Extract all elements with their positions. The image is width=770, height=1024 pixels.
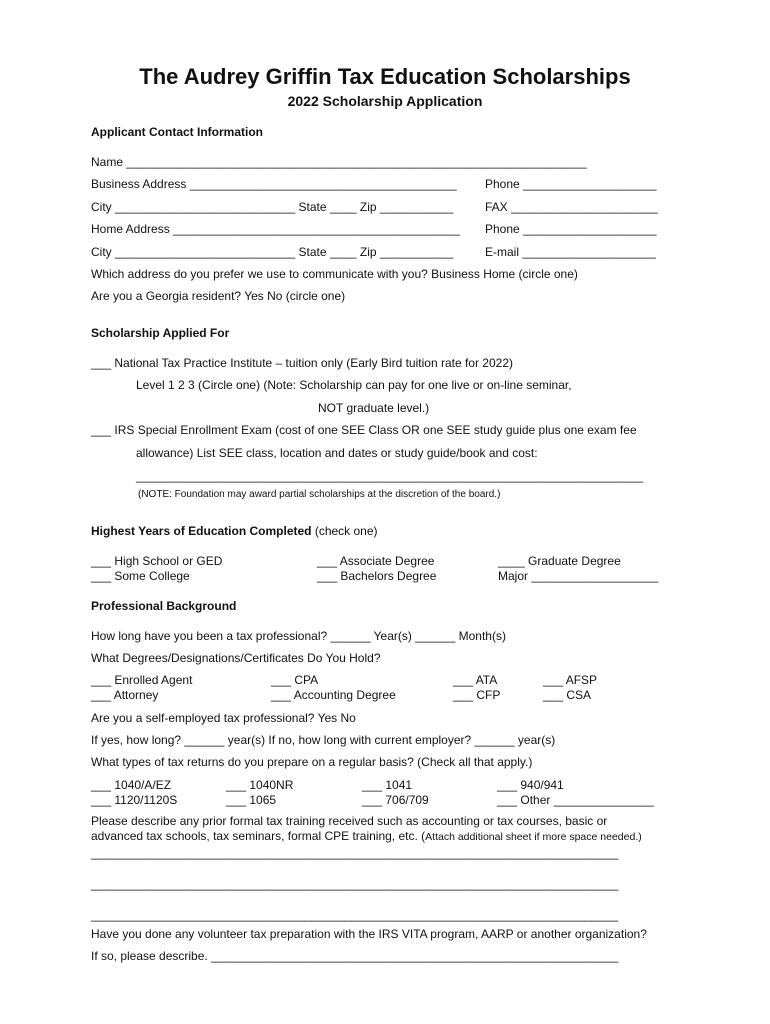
allowance-text: allowance) List SEE class, location and dates or study guide/book and cost: xyxy=(136,446,538,460)
high-school-option[interactable]: ___ High School or GED xyxy=(91,554,223,568)
how-long-question[interactable]: If yes, how long? ______ year(s) If no, how long with current employer? ______ year(s) xyxy=(91,733,556,747)
return-940-option[interactable]: ___ 940/941 xyxy=(497,778,564,792)
home-phone-field[interactable]: Phone ____________________ xyxy=(485,222,657,236)
afsp-option[interactable]: ___ AFSP xyxy=(543,673,598,687)
training-answer-line-1[interactable]: _______________________________________________________________________________ xyxy=(91,846,619,860)
training-description-line1: Please describe any prior formal tax training received such as accounting or tax courses, basic or xyxy=(91,814,608,828)
ata-option[interactable]: ___ ATA xyxy=(453,673,498,687)
return-1065-option[interactable]: ___ 1065 xyxy=(226,793,277,807)
training-answer-line-2[interactable]: _______________________________________________________________________________ xyxy=(91,877,619,891)
fax-field[interactable]: FAX ______________________ xyxy=(485,200,658,214)
accounting-degree-option[interactable]: ___ Accounting Degree xyxy=(271,688,396,702)
education-heading: Highest Years of Education Completed xyxy=(91,524,312,538)
cpa-option[interactable]: ___ CPA xyxy=(271,673,319,687)
return-types-question: What types of tax returns do you prepare on a regular basis? (Check all that apply.) xyxy=(91,755,533,769)
return-1120-option[interactable]: ___ 1120/1120S xyxy=(91,793,178,807)
education-heading-suffix: (check one) xyxy=(311,524,378,538)
section-heading-professional: Professional Background xyxy=(91,599,237,613)
major-field[interactable]: Major ___________________ xyxy=(498,569,659,583)
page-subtitle: 2022 Scholarship Application xyxy=(287,93,483,109)
section-heading-education xyxy=(91,524,378,538)
not-graduate-note: NOT graduate level.) xyxy=(318,401,430,415)
csa-option[interactable]: ___ CSA xyxy=(543,688,592,702)
some-college-option[interactable]: ___ Some College xyxy=(91,569,190,583)
cfp-option[interactable]: ___ CFP xyxy=(453,688,501,702)
graduate-degree-option[interactable]: ____ Graduate Degree xyxy=(498,554,621,568)
degrees-question: What Degrees/Designations/Certificates Do You Hold? xyxy=(91,651,381,665)
attorney-option[interactable]: ___ Attorney xyxy=(91,688,159,702)
training-answer-line-3[interactable]: _______________________________________________________________________________ xyxy=(91,908,619,922)
return-1040nr-option[interactable]: ___ 1040NR xyxy=(226,778,294,792)
years-tax-professional-question[interactable]: How long have you been a tax professional? ______ Year(s) ______ Month(s) xyxy=(91,629,506,643)
page-title: The Audrey Griffin Tax Education Scholarships xyxy=(139,64,631,89)
associate-degree-option[interactable]: ___ Associate Degree xyxy=(317,554,435,568)
bachelors-degree-option[interactable]: ___ Bachelors Degree xyxy=(317,569,437,583)
attach-sheet-note: Attach additional sheet if more space needed.) xyxy=(425,831,642,843)
home-city-state-zip-field[interactable]: City ___________________________ State ____ Zip ___________ xyxy=(91,245,454,259)
home-address-field[interactable]: Home Address ___________________________________________ xyxy=(91,222,461,236)
business-phone-field[interactable]: Phone ____________________ xyxy=(485,177,657,191)
return-other-option[interactable]: ___ Other _______________ xyxy=(497,793,654,807)
enrolled-agent-option[interactable]: ___ Enrolled Agent xyxy=(91,673,193,687)
section-heading-contact: Applicant Contact Information xyxy=(91,125,263,139)
partial-scholarship-note: (NOTE: Foundation may award partial scholarships at the discretion of the board.) xyxy=(138,489,501,500)
volunteer-question: Have you done any volunteer tax preparation with the IRS VITA program, AARP or another organization? xyxy=(91,927,647,941)
level-choice[interactable]: Level 1 2 3 (Circle one) (Note: Scholarship can pay for one live or on-line seminar, xyxy=(136,378,572,392)
business-address-field[interactable]: Business Address ________________________________________ xyxy=(91,177,457,191)
preferred-address-question[interactable]: Which address do you prefer we use to communicate with you? Business Home (circle one) xyxy=(91,267,578,281)
training-description-text: advanced tax schools, tax seminars, formal CPE training, etc. ( xyxy=(91,829,426,843)
georgia-resident-question[interactable]: Are you a Georgia resident? Yes No (circle one) xyxy=(91,289,346,303)
training-description-line2 xyxy=(91,829,642,843)
return-706-option[interactable]: ___ 706/709 xyxy=(362,793,429,807)
email-field[interactable]: E-mail ____________________ xyxy=(485,245,656,259)
irs-see-option[interactable]: ___ IRS Special Enrollment Exam (cost of one SEE Class OR one SEE study guide plus one exam fee xyxy=(91,423,637,437)
ntpi-option[interactable]: ___ National Tax Practice Institute – tuition only (Early Bird tuition rate for 2022) xyxy=(91,356,513,370)
business-city-state-zip-field[interactable]: City ___________________________ State ____ Zip ___________ xyxy=(91,200,454,214)
section-heading-scholarship: Scholarship Applied For xyxy=(91,326,230,340)
return-1041-option[interactable]: ___ 1041 xyxy=(362,778,413,792)
volunteer-describe-field[interactable]: If so, please describe. _____________________________________________________________ xyxy=(91,949,619,963)
name-field[interactable]: Name _____________________________________________________________________ xyxy=(91,155,587,169)
see-details-line[interactable]: ____________________________________________________________________________ xyxy=(136,469,644,483)
return-1040-option[interactable]: ___ 1040/A/EZ xyxy=(91,778,172,792)
self-employed-question[interactable]: Are you a self-employed tax professional? Yes No xyxy=(91,711,356,725)
